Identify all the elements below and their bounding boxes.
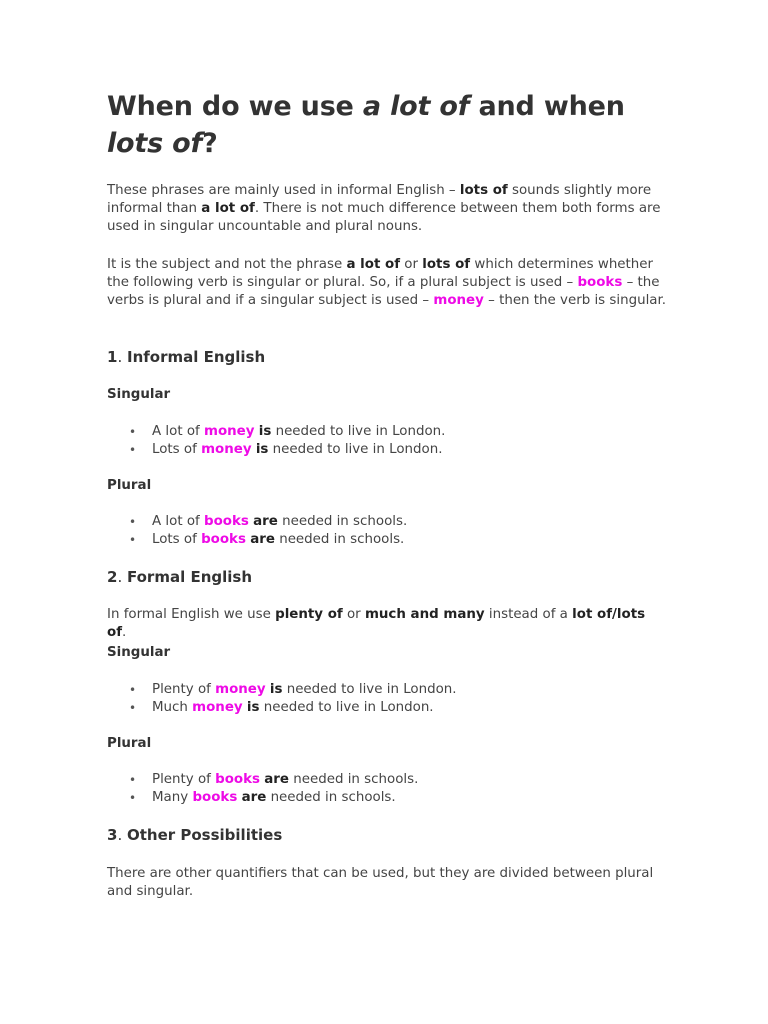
intro-paragraph: These phrases are mainly used in informal English – lots of sounds slightly more informal than a lot of. There is not much difference between them both forms are used in singular uncountable and plural nouns. bbox=[107, 183, 661, 235]
bold-verb: is bbox=[246, 700, 260, 716]
informal-singular-list bbox=[107, 423, 667, 459]
list-item bbox=[107, 441, 667, 459]
highlighted-noun: money bbox=[201, 442, 252, 458]
bullet-icon: • bbox=[129, 791, 137, 806]
list-item bbox=[107, 681, 667, 699]
singular-label: Singular bbox=[107, 645, 171, 660]
item-suffix: needed to live in London. bbox=[259, 700, 434, 716]
item-prefix: Lots of bbox=[152, 442, 202, 458]
bold-verb: is bbox=[258, 424, 272, 439]
subject-paragraph: It is the subject and not the phrase a lot of or lots of which determines whether the following verb is singular or plural. So, if a plural subject is used – books – the verbs is plural and if a singular subject is used – money – then the verb is singular. bbox=[107, 257, 667, 309]
title-part: ? bbox=[202, 128, 218, 159]
list-item bbox=[107, 771, 667, 789]
formal-intro-paragraph: In formal English we use plenty of or much and many instead of a lot of/lots of. bbox=[107, 607, 646, 641]
bullet-icon: • bbox=[129, 683, 137, 697]
title-italic-a-lot-of: a lot of bbox=[362, 91, 470, 122]
bold-verb: are bbox=[250, 532, 275, 548]
page-title bbox=[107, 88, 667, 162]
list-item bbox=[107, 531, 667, 549]
title-part: When do we use bbox=[107, 91, 363, 122]
list-item bbox=[107, 423, 667, 441]
bullet-icon: • bbox=[129, 701, 137, 716]
bold-verb: is bbox=[269, 682, 283, 697]
list-item bbox=[107, 789, 667, 807]
highlighted-noun: books bbox=[204, 514, 249, 529]
highlighted-noun: money bbox=[204, 424, 255, 439]
bullet-icon: • bbox=[129, 443, 137, 458]
item-prefix: Much bbox=[152, 700, 193, 716]
formal-plural-list bbox=[107, 771, 667, 807]
section-heading-formal: 2. Formal English bbox=[107, 568, 252, 586]
list-item bbox=[107, 513, 667, 531]
item-suffix: needed to live in London. bbox=[282, 682, 457, 697]
formal-singular-list bbox=[107, 681, 667, 717]
section-heading-informal: 1. Informal English bbox=[107, 348, 266, 366]
bold-verb: are bbox=[241, 790, 267, 806]
section-heading-other: 3. Other Possibilities bbox=[107, 826, 283, 844]
title-part: and when bbox=[469, 91, 625, 122]
bold-verb: are bbox=[253, 514, 278, 529]
item-suffix: needed in schools. bbox=[274, 532, 405, 548]
bullet-icon: • bbox=[129, 425, 137, 439]
singular-label: Singular bbox=[107, 387, 171, 402]
plural-label: Plural bbox=[107, 478, 152, 493]
bullet-icon: • bbox=[129, 533, 137, 548]
highlighted-noun: books bbox=[192, 790, 238, 806]
plural-label: Plural bbox=[107, 736, 152, 751]
bullet-icon: • bbox=[129, 515, 137, 529]
item-suffix: needed to live in London. bbox=[271, 424, 446, 439]
bold-verb: is bbox=[255, 442, 269, 458]
item-suffix: needed in schools. bbox=[266, 790, 396, 806]
highlighted-noun: books bbox=[201, 532, 246, 548]
informal-plural-list bbox=[107, 513, 667, 549]
item-prefix: A lot of bbox=[152, 424, 204, 439]
highlighted-noun: money bbox=[215, 682, 266, 697]
item-prefix: Lots of bbox=[152, 532, 202, 548]
item-prefix: Many bbox=[152, 790, 193, 806]
bullet-icon: • bbox=[129, 773, 137, 787]
other-paragraph: There are other quantifiers that can be used, but they are divided between plural and singular. bbox=[107, 866, 654, 900]
item-prefix: Plenty of bbox=[152, 772, 216, 787]
item-prefix: Plenty of bbox=[152, 682, 216, 697]
bold-verb: are bbox=[264, 772, 289, 787]
highlighted-noun: books bbox=[215, 772, 260, 787]
item-prefix: A lot of bbox=[152, 514, 204, 529]
item-suffix: needed in schools. bbox=[277, 514, 408, 529]
highlighted-noun: money bbox=[192, 700, 243, 716]
item-suffix: needed in schools. bbox=[289, 772, 419, 787]
item-suffix: needed to live in London. bbox=[268, 442, 443, 458]
list-item bbox=[107, 699, 667, 717]
title-italic-lots-of: lots of bbox=[107, 128, 203, 159]
